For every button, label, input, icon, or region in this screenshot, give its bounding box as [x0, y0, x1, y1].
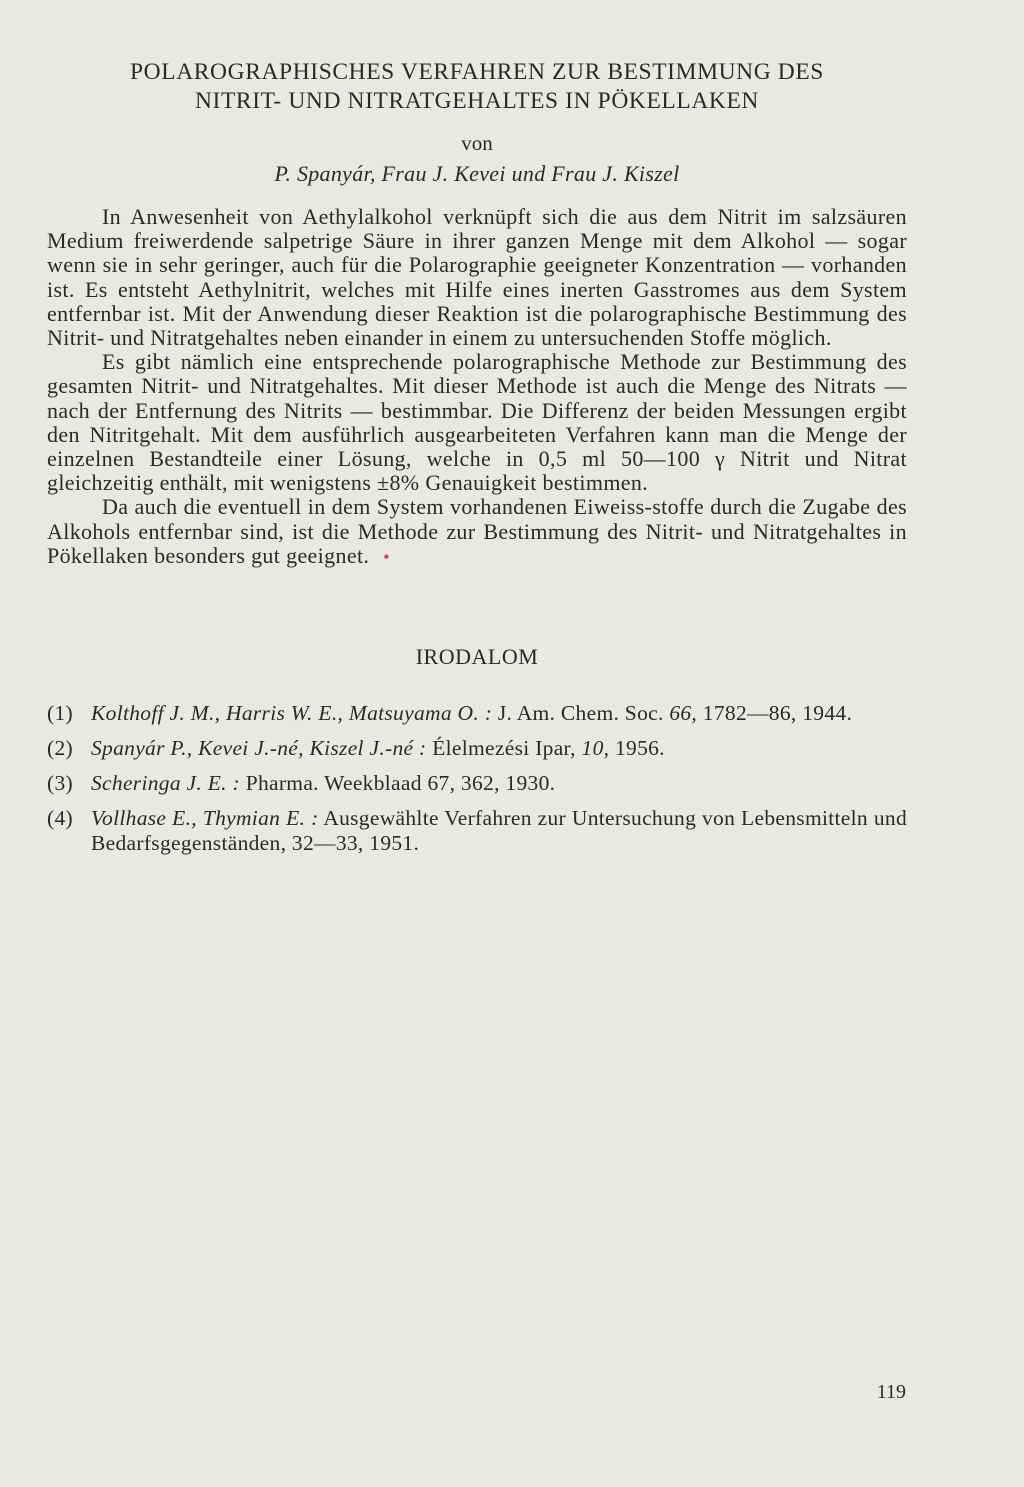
reference-number: (2): [47, 736, 73, 761]
paragraph-1: In Anwesenheit von Aethylalkohol verknüpft sich die aus dem Nitrit im salzsäuren Medium freiwerdende salpetrige Säure in ihrer ganzen Menge mit dem Alkohol — sogar wenn sie in sehr geringer, auch für die Polarographie geeigneter Konzentration — vorhanden ist. Es entsteht Aethylnitrit, welches mit Hilfe eines inerten Gasstromes aus dem System entfernbar ist. Mit der Anwendung dieser Reaktion ist die polarographische Bestimmung des Nitrit- und Nitratgehaltes neben einander in einem zu untersuchenden Stoffe möglich.: [47, 204, 907, 351]
reference-source: J. Am. Chem. Soc.: [497, 701, 664, 726]
reference-rest: 1956.: [614, 736, 665, 761]
reference-item: [47, 771, 907, 796]
authors: P. Spanyár, Frau J. Kevei und Frau J. Kiszel: [274, 161, 680, 186]
reference-item: [47, 736, 907, 761]
paragraph-2: Es gibt nämlich eine entsprechende polarographische Methode zur Bestimmung des gesamten Nitrit- und Nitratgehaltes. Mit dieser Methode ist auch die Menge des Nitrats — nach der Entfernung des Nitrits — bestimmbar. Die Differenz der beiden Messungen ergibt den Nitritgehalt. Mit dem ausführlich ausgearbeiteten Verfahren kann man die Menge der einzelnen Bestandteile einer Lösung, welche in 0,5 ml 50—100 γ Nitrit und Nitrat gleichzeitig enthält, mit wenigstens ±8% Genauigkeit bestimmen.: [47, 349, 907, 496]
reference-volume: 10,: [581, 736, 610, 761]
paragraph-3-text: Da auch die eventuell in dem System vorhandenen Eiweiss-stoffe durch die Zugabe des Alkohols entfernbar sind, ist die Methode zur Bestimmung des Nitrit- und Nitratgehaltes in Pökellaken besonders gut geeignet.: [47, 494, 907, 568]
reference-number: (3): [47, 771, 73, 796]
reference-authors: Scheringa J. E. :: [91, 771, 240, 796]
reference-text: [91, 736, 907, 761]
reference-item: [47, 806, 907, 856]
reference-authors: Kolthoff J. M., Harris W. E., Matsuyama O. :: [91, 701, 493, 726]
reference-text: [91, 701, 907, 726]
reference-rest: 1782—86, 1944.: [702, 701, 853, 726]
page-number: 119: [876, 1381, 906, 1403]
reference-text: [91, 806, 907, 856]
reference-authors: Spanyár P., Kevei J.-né, Kiszel J.-né :: [91, 736, 427, 761]
reference-authors: Vollhase E., Thymian E. :: [91, 806, 319, 831]
byline-von: von: [461, 131, 493, 155]
reference-number: (4): [47, 806, 73, 831]
reference-number: (1): [47, 701, 73, 726]
title-line-2: NITRIT- UND NITRATGEHALTES IN PÖKELLAKEN: [194, 88, 760, 114]
paragraph-3: [47, 495, 907, 569]
title-line-1: POLAROGRAPHISCHES VERFAHREN ZUR BESTIMMUNG DES: [130, 59, 824, 85]
article-title: [47, 58, 907, 116]
reference-source: Ausgewählte Verfahren zur Untersuchung von Lebensmitteln und Bedarfsgegenständen, 32—33, 1951.: [91, 806, 907, 856]
article: [47, 58, 907, 872]
reference-source: Pharma. Weekblaad 67, 362, 1930.: [245, 771, 556, 796]
reference-item: [47, 701, 907, 726]
references-heading: IRODALOM: [415, 644, 539, 670]
references-list: [47, 701, 907, 856]
reference-text: [91, 771, 907, 796]
reference-volume: 66,: [669, 701, 698, 726]
abstract-body: [47, 205, 907, 569]
reference-source: Élelmezési Ipar,: [432, 736, 576, 761]
ink-dot: •: [383, 546, 390, 567]
